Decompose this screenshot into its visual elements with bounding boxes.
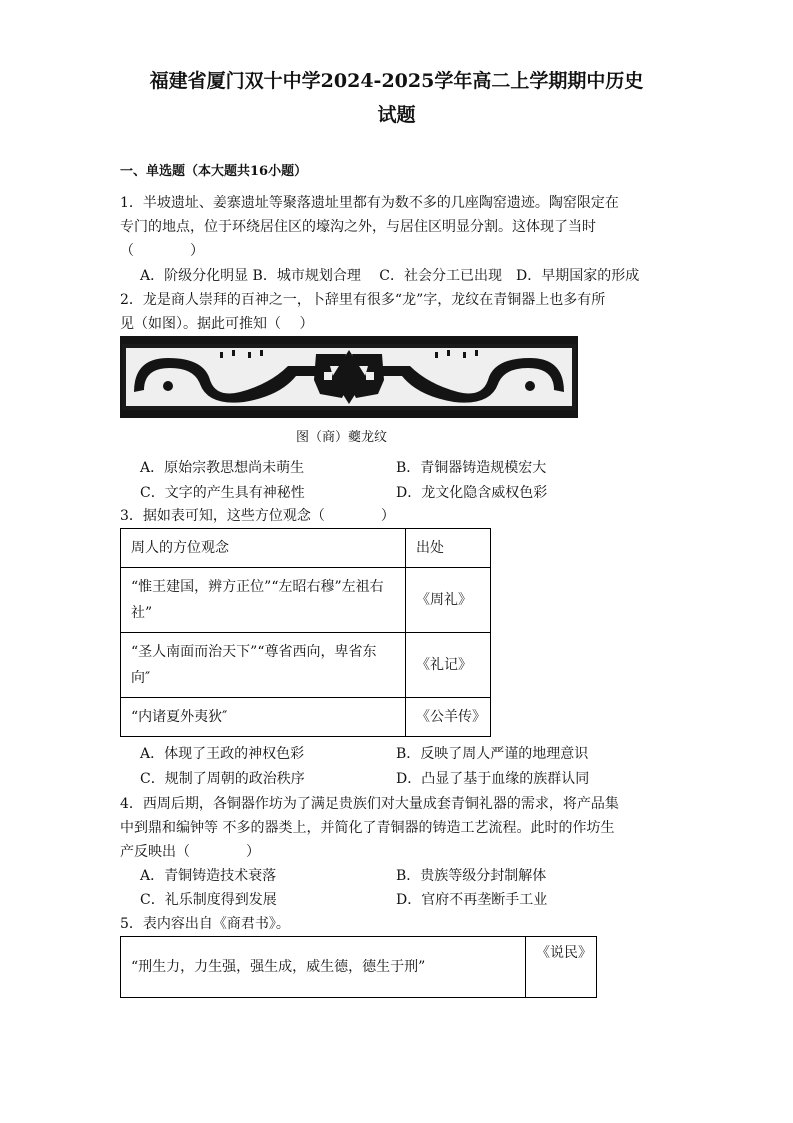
q4-line-1: 4．西周后期，各铜器作坊为了满足贵族们对大量成套青铜礼器的需求，将产品集 [120, 796, 619, 812]
q2-line-2: 见（如图）。据此可推知（ ） [120, 316, 314, 332]
q2-option-d: D．龙文化隐含威权色彩 [396, 485, 548, 501]
kui-dragon-pattern-image [120, 336, 578, 418]
q3-option-b: B．反映了周人严谨的地理意识 [396, 746, 589, 762]
q4-line-2: 中到鼎和编钟等 不多的器类上，并简化了青铜器的铸造工艺流程。此时的作坊生 [120, 820, 615, 836]
table-row [121, 529, 491, 568]
figure-caption: 图（商）夔龙纹 [296, 430, 388, 445]
table-cell: 《公羊传》 [406, 698, 491, 737]
q4-option-c: C．礼乐制度得到发展 [140, 892, 277, 908]
q1-line-2: 专门的地点，位于环绕居住区的壕沟之外，与居住区明显分割。这体现了当时 [120, 219, 596, 235]
table-row [121, 937, 597, 998]
table-cell: “刑生力，力生强，强生成，威生德，德生于刑” [121, 937, 526, 998]
table-row [121, 633, 491, 698]
q4-line-3: 产反映出（ ） [120, 844, 260, 860]
q4-option-a: A．青铜铸造技术衰落 [140, 868, 277, 884]
table-header-cell: 出处 [406, 529, 491, 568]
table-cell: “惟王建国，辨方正位”“左昭右穆”左祖右社” [121, 568, 406, 633]
table-cell: 《周礼》 [406, 568, 491, 633]
section-heading: 一、单选题（本大题共16小题） [120, 164, 308, 179]
q5-stem: 5．表内容出自《商君书》。 [120, 916, 290, 932]
q2-option-a: A．原始宗教思想尚未萌生 [140, 460, 305, 476]
q2-line-1: 2．龙是商人崇拜的百神之一，卜辞里有很多“龙”字，龙纹在青铜器上也多有所 [120, 292, 606, 308]
q3-table [120, 528, 491, 737]
table-cell: “圣人南面而治天下”“尊省西向，卑省东向″ [121, 633, 406, 698]
q1-line-1: 1．半坡遗址、姜寨遗址等聚落遗址里都有为数不多的几座陶窑遗迹。陶窑限定在 [120, 195, 619, 211]
q2-option-b: B．青铜器铸造规模宏大 [396, 460, 547, 476]
page-title [110, 64, 683, 132]
table-row [121, 698, 491, 737]
q3-option-a: A．体现了王政的神权色彩 [140, 746, 305, 762]
table-cell: “内诸夏外夷狄″ [121, 698, 406, 737]
table-header-cell: 周人的方位观念 [121, 529, 406, 568]
q3-option-c: C．规制了周朝的政治秩序 [140, 771, 305, 787]
q1-line-3: （ ） [120, 243, 204, 259]
q3-option-d: D．凸显了基于血缘的族群认同 [396, 771, 590, 787]
q4-option-d: D．官府不再垄断手工业 [396, 892, 548, 908]
table-cell: 《礼记》 [406, 633, 491, 698]
q3-stem: 3．据如表可知，这些方位观念（ ） [120, 508, 395, 524]
title-line-1: 福建省厦门双十中学2024-2025学年高二上学期期中历史 [149, 70, 644, 92]
q1-options: A．阶级分化明显 B．城市规划合理 C．社会分工已出现 D．早期国家的形成 [140, 268, 640, 284]
q2-option-c: C．文字的产生具有神秘性 [140, 485, 305, 501]
table-cell: 《说民》 [526, 937, 597, 998]
table-row [121, 568, 491, 633]
q5-table [120, 936, 597, 998]
q4-option-b: B．贵族等级分封制解体 [396, 868, 547, 884]
title-line-2: 试题 [377, 104, 416, 126]
